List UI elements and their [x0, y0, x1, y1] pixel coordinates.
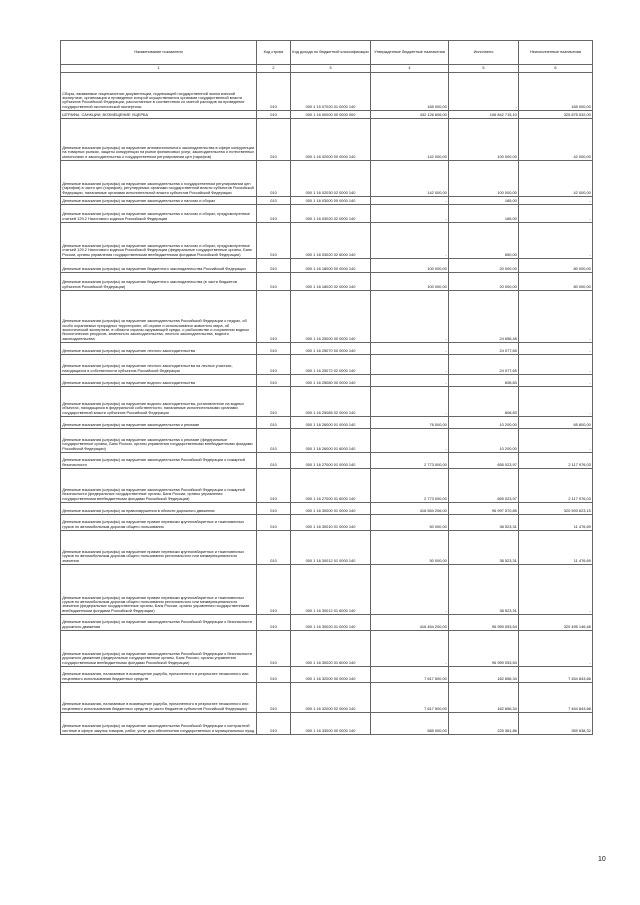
table-row	[61, 204, 593, 222]
cell-name: Денежные взыскания (штрафы) за нарушение законодательства о налогах и сборах, предусмотренные статьей 129.2 Налогового кодекса Российской Федерации (федеральные государственные органы, Банк России, органы управления государственными внебюджетными фондами Российской Федерации)	[61, 222, 257, 258]
table-header-row	[61, 41, 593, 65]
cell-name: Денежные взыскания (штрафы) за нарушение законодательства Российской Федерации о недрах, об особо охраняемых природных территориях, об охране и использовании животного мира, об экологической экспертизе, в области охраны окружающей среды, о рыболовстве и сохранении водных биологических ресурсов, земельного законодательства, лесного законодательства, водного законодательства	[61, 290, 257, 342]
cell-kbk: 000 1 16 03020 02 0000 140	[291, 204, 371, 222]
cell-kbk: 000 1 16 30012 01 0000 140	[291, 530, 371, 564]
cell-unexecuted: 80 000,00	[519, 272, 593, 290]
header-approved: Утвержденные бюджетные назначения	[371, 41, 449, 65]
cell-unexecuted: -	[519, 196, 593, 204]
cell-executed: 106 842 715,10	[449, 110, 519, 118]
cell-name: Денежные взыскания (штрафы) за нарушение законодательства Российской Федерации о пожарной безопасности (федеральные государственные органы, Банк России, органы управления государственными внебюджетными фондами Российской Федерации)	[61, 468, 257, 502]
cell-name: Денежные взыскания (штрафы) за нарушение законодательства Российской Федерации о безопасности дорожного движения (федеральные государственные органы, Банк России, органы управления государственными внебюджетными фондами Российской Федерации)	[61, 630, 257, 666]
table-row	[61, 630, 593, 666]
cell-name: Денежные взыскания, налагаемые в возмещение ущерба, причиненного в результате незаконного или нецелевого использования бюджетных средств (в части бюджетов субъектов Российской Федерации)	[61, 682, 257, 712]
cell-unexecuted: -	[519, 630, 593, 666]
cell-name: ШТРАФЫ, САНКЦИИ, ВОЗМЕЩЕНИЕ УЩЕРБА	[61, 110, 257, 118]
cell-executed: 10 200,00	[449, 428, 519, 452]
cell-name: Денежные взыскания (штрафы) за нарушение бюджетного законодательства Российской Федерации	[61, 258, 257, 272]
cell-executed: 655 023,97	[449, 468, 519, 502]
cell-approved: 2 773 000,00	[371, 452, 449, 468]
cell-unexecuted: -	[519, 386, 593, 416]
cell-name: Денежные взыскания (штрафы) за нарушение законодательства о рекламе	[61, 416, 257, 428]
cell-name: Денежные взыскания (штрафы) за нарушение законодательства Российской Федерации о пожарной безопасности	[61, 452, 257, 468]
cell-code: 010	[257, 468, 291, 502]
cell-unexecuted: -	[519, 222, 593, 258]
header-unexecuted: Неисполненные назначения	[519, 41, 593, 65]
cell-executed: 38 523,31	[449, 564, 519, 614]
column-number: 3	[291, 64, 371, 72]
cell-kbk: 000 1 16 03000 00 0000 140	[291, 196, 371, 204]
table-row	[61, 452, 593, 468]
table-row	[61, 564, 593, 614]
table-body	[61, 72, 593, 734]
cell-unexecuted: -	[519, 290, 593, 342]
cell-executed: 38 523,31	[449, 530, 519, 564]
cell-executed: 650,00	[449, 222, 519, 258]
cell-unexecuted: -	[519, 374, 593, 386]
cell-unexecuted: 7 454 843,66	[519, 682, 593, 712]
cell-executed: 96 997 570,85	[449, 502, 519, 514]
cell-kbk: 000 1 16 27000 01 0000 140	[291, 452, 371, 468]
cell-unexecuted: 325 875 532,00	[519, 110, 593, 118]
cell-name: Денежные взыскания (штрафы) за нарушение законодательства Российской Федерации о контрактной системе в сфере закупок товаров, работ, услуг для обеспечения государственных и муниципальных нужд	[61, 712, 257, 734]
cell-approved: -	[371, 342, 449, 354]
cell-code: 010	[257, 222, 291, 258]
cell-code: 010	[257, 530, 291, 564]
cell-code: 010	[257, 196, 291, 204]
cell-code: 010	[257, 630, 291, 666]
cell-unexecuted: 80 000,00	[519, 258, 593, 272]
cell-kbk: 000 1 16 27000 01 6000 140	[291, 468, 371, 502]
cell-code: 010	[257, 564, 291, 614]
table-row	[61, 160, 593, 196]
cell-unexecuted: 320 495 146,46	[519, 614, 593, 630]
header-income-code: Код дохода по бюджетной классификации	[291, 41, 371, 65]
cell-code: 010	[257, 374, 291, 386]
cell-kbk: 000 1 16 25070 00 0000 140	[291, 342, 371, 354]
cell-kbk: 000 1 16 25080 00 0000 140	[291, 374, 371, 386]
cell-kbk: 000 1 16 30020 01 6000 140	[291, 630, 371, 666]
cell-code: 010	[257, 272, 291, 290]
cell-executed: 100 000,00	[449, 118, 519, 160]
cell-kbk: 000 1 16 26000 01 6000 140	[291, 428, 371, 452]
cell-name: Денежные взыскания (штрафы) за нарушение бюджетного законодательства (в части бюджетов субъектов Российской Федерации)	[61, 272, 257, 290]
cell-unexecuted: -	[519, 564, 593, 614]
cell-approved: 585 000,00	[371, 712, 449, 734]
cell-name: Денежные взыскания (штрафы) за нарушение правил перевозки крупногабаритных и тяжеловесных грузов по автомобильным дорогам общего пользования	[61, 514, 257, 530]
cell-executed: 225 361,86	[449, 712, 519, 734]
table-row	[61, 342, 593, 354]
cell-code: 010	[257, 666, 291, 682]
column-number: 4	[371, 64, 449, 72]
cell-kbk: 000 1 16 02000 00 0000 140	[291, 118, 371, 160]
cell-name: Денежные взыскания (штрафы) за нарушение водного законодательства, установленное на водных объектах, находящихся в федеральной собственности, налагаемые исполнительными органами государственной власти субъектов Российской Федерации	[61, 386, 257, 416]
cell-executed: 20 000,00	[449, 272, 519, 290]
cell-code: 010	[257, 160, 291, 196]
cell-executed: 20 000,00	[449, 258, 519, 272]
cell-code: 010	[257, 416, 291, 428]
cell-executed: 96 959 053,54	[449, 630, 519, 666]
cell-name: Сборы, взимаемые лицензионные документации, подлежащей государственной экологической экспертизе, организация и проведение которой осуществляются органами государственной власти субъектов Российской Федерации, рассчитанные в соответствии со сметой расходов на проведение государственной экологической экспертизы	[61, 72, 257, 110]
cell-code: 010	[257, 712, 291, 734]
cell-name: Денежные взыскания (штрафы) за нарушение законодательства о налогах и сборах, предусмотренные статьей 129.2 Налогового кодекса Российской Федерации	[61, 204, 257, 222]
table-row	[61, 72, 593, 110]
table-row	[61, 196, 593, 204]
cell-code: 010	[257, 452, 291, 468]
cell-name: Денежные взыскания (штрафы) за правонарушения в области дорожного движения	[61, 502, 257, 514]
cell-approved: -	[371, 196, 449, 204]
cell-executed: 608,83	[449, 386, 519, 416]
cell-approved: 50 000,00	[371, 530, 449, 564]
cell-approved: -	[371, 204, 449, 222]
cell-executed: 24 077,65	[449, 354, 519, 374]
table-row	[61, 614, 593, 630]
cell-executed: 24 077,65	[449, 342, 519, 354]
table-row	[61, 272, 593, 290]
header-executed: Исполнено	[449, 41, 519, 65]
cell-unexecuted: 165 000,00	[519, 72, 593, 110]
table-row	[61, 428, 593, 452]
column-number: 1	[61, 64, 257, 72]
cell-kbk: 000 1 16 30000 01 0000 140	[291, 502, 371, 514]
cell-name: Денежные взыскания (штрафы) за нарушение законодательства о налогах и сборах	[61, 196, 257, 204]
page-number: 10	[598, 856, 606, 863]
cell-code: 010	[257, 118, 291, 160]
cell-unexecuted: -	[519, 354, 593, 374]
cell-executed: 165,00	[449, 204, 519, 222]
cell-kbk: 000 1 16 30020 01 0000 140	[291, 614, 371, 630]
cell-kbk: 000 1 16 30012 01 6000 140	[291, 564, 371, 614]
column-number: 5	[449, 64, 519, 72]
table-row	[61, 502, 593, 514]
cell-kbk: 000 1 16 02030 02 0000 140	[291, 160, 371, 196]
cell-kbk: 000 1 16 18000 00 0000 140	[291, 258, 371, 272]
header-name: Наименование показателя	[61, 41, 257, 65]
cell-approved: 100 000,00	[371, 258, 449, 272]
cell-kbk: 000 1 16 32000 02 0000 140	[291, 682, 371, 712]
table-row	[61, 530, 593, 564]
cell-unexecuted: 2 117 976,03	[519, 468, 593, 502]
cell-executed: 38 523,31	[449, 514, 519, 530]
cell-code: 010	[257, 514, 291, 530]
cell-code: 010	[257, 428, 291, 452]
cell-unexecuted: -	[519, 204, 593, 222]
table-row	[61, 222, 593, 258]
cell-kbk: 000 1 16 30010 01 0000 140	[291, 514, 371, 530]
cell-code: 010	[257, 354, 291, 374]
cell-kbk: 000 1 16 32000 00 0000 140	[291, 666, 371, 682]
cell-name: Денежные взыскания (штрафы) за нарушение законодательства Российской Федерации о безопасности дорожного движения	[61, 614, 257, 630]
cell-executed: 162 656,34	[449, 682, 519, 712]
cell-approved: 142 000,00	[371, 160, 449, 196]
table-row	[61, 386, 593, 416]
cell-name: Денежные взыскания, налагаемые в возмещение ущерба, причиненного в результате незаконного или нецелевого использования бюджетных средств	[61, 666, 257, 682]
cell-approved: 2 773 000,00	[371, 468, 449, 502]
cell-name: Денежные взыскания (штрафы) за нарушение правил перевозки крупногабаритных и тяжеловесных грузов по автомобильным дорогам общего пользования регионального или межмуниципального значения	[61, 530, 257, 564]
cell-name: Денежные взыскания (штрафы) за нарушение законодательства о государственном регулировании цен (тарифов) в части цен (тарифов), регулируемых органами государственной власти субъектов Российской Федерации, налагаемые органами исполнительной власти субъектов Российской Федерации	[61, 160, 257, 196]
cell-unexecuted: 359 638,32	[519, 712, 593, 734]
cell-kbk: 000 1 16 26000 01 0000 140	[291, 416, 371, 428]
cell-name: Денежные взыскания (штрафы) за нарушение антимонопольного законодательства в сфере конкуренции на товарных рынках, защиты конкуренции на рынке финансовых услуг, законодательства о естественных монополиях и законодательства о государственном регулировании цен (тарифов)	[61, 118, 257, 160]
cell-approved: -	[371, 630, 449, 666]
cell-name: Денежные взыскания (штрафы) за нарушение водного законодательства	[61, 374, 257, 386]
cell-unexecuted: 65 800,00	[519, 416, 593, 428]
income-report-table	[60, 40, 593, 735]
cell-unexecuted: 11 476,69	[519, 530, 593, 564]
cell-executed: 100 000,00	[449, 160, 519, 196]
cell-approved: 416 554 206,00	[371, 502, 449, 514]
cell-kbk: 000 1 16 25072 02 0000 140	[291, 354, 371, 374]
cell-approved: 7 617 500,00	[371, 666, 449, 682]
column-number-row	[61, 64, 593, 72]
cell-approved: 432 126 606,00	[371, 110, 449, 118]
cell-approved: -	[371, 354, 449, 374]
cell-approved: 76 000,00	[371, 416, 449, 428]
table-row	[61, 468, 593, 502]
cell-approved: 165 000,00	[371, 72, 449, 110]
cell-code: 010	[257, 342, 291, 354]
cell-code: 010	[257, 72, 291, 110]
cell-approved: -	[371, 428, 449, 452]
cell-kbk: 000 1 16 33000 00 0000 140	[291, 712, 371, 734]
cell-executed: -	[449, 72, 519, 110]
cell-approved: 416 454 200,00	[371, 614, 449, 630]
cell-code: 010	[257, 502, 291, 514]
cell-approved: -	[371, 564, 449, 614]
cell-unexecuted: -	[519, 342, 593, 354]
cell-approved: -	[371, 374, 449, 386]
cell-name: Денежные взыскания (штрафы) за нарушение законодательства о рекламе (федеральные государственные органы, Банк России, органы управления государственными внебюджетными фондами Российской Федерации)	[61, 428, 257, 452]
cell-kbk: 000 1 16 25085 02 0000 140	[291, 386, 371, 416]
cell-code: 010	[257, 682, 291, 712]
table-row	[61, 514, 593, 530]
cell-unexecuted: 11 476,69	[519, 514, 593, 530]
cell-executed: 10 200,00	[449, 416, 519, 428]
table-row	[61, 416, 593, 428]
cell-unexecuted: 42 000,00	[519, 160, 593, 196]
cell-kbk: 000 1 16 18020 02 0000 140	[291, 272, 371, 290]
cell-executed: 165,00	[449, 196, 519, 204]
cell-approved: 100 000,00	[371, 272, 449, 290]
cell-code: 010	[257, 258, 291, 272]
cell-executed: 162 656,34	[449, 666, 519, 682]
table-row	[61, 712, 593, 734]
cell-executed: 96 959 053,54	[449, 614, 519, 630]
cell-unexecuted: 2 117 976,03	[519, 452, 593, 468]
cell-code: 010	[257, 290, 291, 342]
table-row	[61, 110, 593, 118]
table-row	[61, 682, 593, 712]
cell-code: 010	[257, 614, 291, 630]
cell-kbk: 000 1 16 03020 02 6000 140	[291, 222, 371, 258]
cell-approved: -	[371, 386, 449, 416]
cell-approved: -	[371, 290, 449, 342]
cell-name: Денежные взыскания (штрафы) за нарушение лесного законодательства	[61, 342, 257, 354]
table-row	[61, 258, 593, 272]
cell-code: 010	[257, 386, 291, 416]
column-number: 6	[519, 64, 593, 72]
cell-name: Денежные взыскания (штрафы) за нарушение лесного законодательства на лесных участках, находящихся в собственности субъектов Российской Федерации	[61, 354, 257, 374]
table-row	[61, 666, 593, 682]
column-number: 2	[257, 64, 291, 72]
cell-approved: -	[371, 222, 449, 258]
table-row	[61, 354, 593, 374]
cell-unexecuted: 42 000,00	[519, 118, 593, 160]
cell-kbk: 000 1 16 00000 00 0000 000	[291, 110, 371, 118]
cell-approved: 7 617 500,00	[371, 682, 449, 712]
cell-kbk: 000 1 16 25000 00 0000 140	[291, 290, 371, 342]
cell-unexecuted: 320 593 623,15	[519, 502, 593, 514]
cell-executed: 608,83	[449, 374, 519, 386]
cell-code: 010	[257, 204, 291, 222]
table-row	[61, 374, 593, 386]
cell-kbk: 000 1 15 07020 01 0000 140	[291, 72, 371, 110]
cell-executed: 655 023,97	[449, 452, 519, 468]
cell-name: Денежные взыскания (штрафы) за нарушение правил перевозки крупногабаритных и тяжеловесных грузов по автомобильным дорогам общего пользования регионального или межмуниципального значения (федеральные государственные органы, Банк России, органы управления государственными внебюджетными фондами Российской Федерации)	[61, 564, 257, 614]
cell-unexecuted: -	[519, 428, 593, 452]
cell-executed: 24 656,48	[449, 290, 519, 342]
table-row	[61, 290, 593, 342]
cell-approved: 50 000,00	[371, 514, 449, 530]
header-line-code: Код строки	[257, 41, 291, 65]
table-row	[61, 118, 593, 160]
cell-approved: 142 000,00	[371, 118, 449, 160]
cell-code: 010	[257, 110, 291, 118]
cell-unexecuted: 7 454 843,66	[519, 666, 593, 682]
